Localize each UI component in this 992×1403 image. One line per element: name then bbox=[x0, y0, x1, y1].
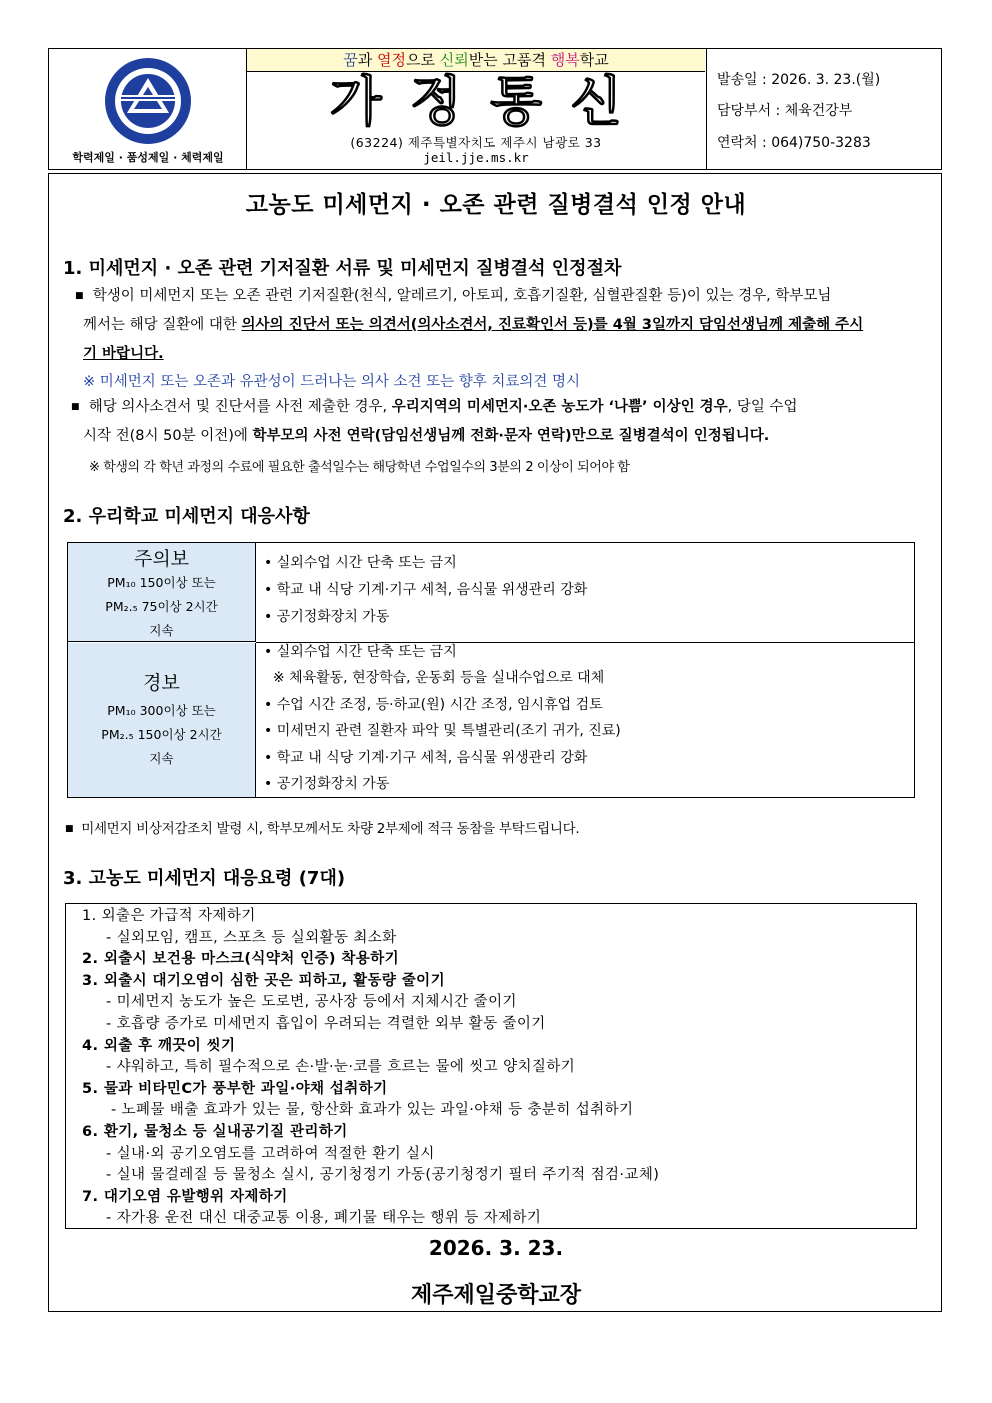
condition-emphasis: 학부모의 사전 연락(담임선생님께 전화·문자 연락)만으로 질병결석이 인정됩니다. bbox=[252, 428, 770, 444]
rule-detail: - 호흡량 증가로 미세먼지 흡입이 우려되는 격렬한 외부 활동 줄이기 bbox=[106, 1016, 546, 1032]
level-criteria: 지속 bbox=[149, 751, 174, 766]
section1-note1: ※ 미세먼지 또는 오존과 유관성이 드러나는 의사 소견 또는 향후 치료의견 명시 bbox=[83, 374, 581, 390]
warning-action: ※ 체육활동, 현장학습, 운동회 등을 실내수업으로 대체 bbox=[264, 670, 605, 686]
bullet-text: 께서는 해당 질환에 대한 bbox=[83, 317, 242, 333]
seven-rules-box bbox=[65, 903, 917, 1229]
slogan-segment: 과 bbox=[357, 51, 378, 69]
section1-bullet1-line1 bbox=[75, 282, 831, 310]
rule-detail: - 자가용 운전 대신 대중교통 이용, 폐기물 태우는 행위 등 자제하기 bbox=[106, 1210, 542, 1227]
bullet-square-icon: ■ bbox=[75, 291, 84, 301]
section1-bullet1-line3 bbox=[83, 340, 164, 368]
bullet-text: , 당일 수업 bbox=[727, 399, 798, 415]
rule-item: 5. 물과 비타민C가 풍부한 과일·야채 섭취하기 bbox=[82, 1080, 388, 1097]
bullet-square-icon: ■ bbox=[65, 824, 74, 834]
section1-heading: 1. 미세먼지 · 오존 관련 기저질환 서류 및 미세먼지 질병결석 인정절차 bbox=[63, 258, 622, 279]
dust-response-table bbox=[67, 542, 915, 798]
rule-detail: - 실내·외 공기오염도를 고려하여 적절한 환기 실시 bbox=[106, 1145, 435, 1162]
bullet-text: 해당 의사소견서 및 진단서를 사전 제출한 경우, bbox=[88, 399, 392, 415]
slogan-segment: 받는 고품격 bbox=[468, 51, 551, 69]
rule-detail: - 미세먼지 농도가 높은 도로변, 공사장 등에서 지체시간 줄이기 bbox=[106, 994, 517, 1011]
advisory-action: • 학교 내 식당 기계·기구 세척, 음식물 위생관리 강화 bbox=[264, 582, 588, 598]
newsletter-title: 가정통신 bbox=[329, 70, 651, 133]
deadline-emphasis: 기 바랍니다. bbox=[83, 346, 164, 362]
rule-item: 6. 환기, 물청소 등 실내공기질 관리하기 bbox=[82, 1124, 348, 1140]
bullet-square-icon: ■ bbox=[71, 402, 80, 412]
slogan-segment: 으로 bbox=[406, 51, 440, 69]
title-cell bbox=[247, 49, 707, 169]
section1-bullet1-line2 bbox=[83, 311, 863, 339]
bullet-text: 학생이 미세먼지 또는 오존 관련 기저질환(천식, 알레르기, 아토피, 호흡기질환, 심혈관질환 등)이 있는 경우, 학부모님 bbox=[92, 288, 832, 304]
level-criteria: PM₂.₅ 75이상 2시간 bbox=[105, 599, 218, 614]
rule-item: 7. 대기오염 유발행위 자제하기 bbox=[82, 1188, 288, 1205]
level-criteria: PM₂.₅ 150이상 2시간 bbox=[101, 727, 222, 742]
condition-emphasis: 우리지역의 미세먼지·오존 농도가 ‘나쁨’ 이상인 경우 bbox=[391, 399, 728, 415]
level-warning-cell bbox=[68, 643, 256, 797]
advisory-action: • 실외수업 시간 단축 또는 금지 bbox=[264, 555, 457, 571]
contact: 연락처 : 064)750-3283 bbox=[717, 135, 871, 151]
school-logo-emblem bbox=[99, 55, 197, 147]
issue-info bbox=[707, 49, 941, 169]
notice-title: 고농도 미세먼지 · 오존 관련 질병결석 인정 안내 bbox=[245, 192, 747, 218]
school-principal: 제주제일중학교장 bbox=[410, 1283, 582, 1308]
level-criteria: PM₁₀ 300이상 또는 bbox=[107, 703, 216, 718]
rule-item: 1. 외출은 가급적 자제하기 bbox=[82, 908, 256, 924]
section3-heading: 3. 고농도 미세먼지 대응요령 (7대) bbox=[63, 868, 346, 889]
department: 담당부서 : 체육건강부 bbox=[717, 103, 853, 119]
school-website: jeil.jje.ms.kr bbox=[423, 150, 529, 165]
bullet-text: 시작 전(8시 50분 이전)에 bbox=[83, 428, 253, 444]
section1-note2: ※ 학생의 각 학년 과정의 수료에 필요한 출석일수는 해당학년 수업일수의 3분의 2 이상이 되어야 함 bbox=[89, 460, 630, 475]
issue-date: 발송일 : 2026. 3. 23.(월) bbox=[717, 72, 881, 88]
rule-item: 4. 외출 후 깨끗이 씻기 bbox=[82, 1037, 236, 1054]
warning-action: • 수업 시간 조정, 등·하교(원) 시간 조정, 임시휴업 검토 bbox=[264, 697, 603, 713]
advisory-action: • 공기정화장치 가동 bbox=[264, 609, 390, 625]
level-name: 경보 bbox=[143, 672, 180, 694]
slogan-segment: 꿈 bbox=[343, 51, 358, 69]
warning-action: • 실외수업 시간 단축 또는 금지 bbox=[264, 644, 457, 660]
level-criteria: PM₁₀ 150이상 또는 bbox=[107, 575, 216, 590]
deadline-emphasis: 의사의 진단서 또는 의견서(의사소견서, 진료확인서 등)를 4월 3일까지 담임선생님께 제출해 주시 bbox=[241, 317, 864, 333]
rule-item: 3. 외출시 대기오염이 심한 곳은 피하고, 활동량 줄이기 bbox=[82, 972, 445, 989]
level-name: 주의보 bbox=[133, 548, 190, 570]
logo-caption: 학력제일 · 품성제일 · 체력제일 bbox=[72, 151, 224, 164]
rule-detail: - 노폐물 배출 효과가 있는 물, 항산화 효과가 있는 과일·야채 등 충분히 섭취하기 bbox=[106, 1102, 634, 1119]
school-address: (63224) 제주특별자치도 제주시 남광로 33 bbox=[350, 135, 602, 150]
rule-detail: - 실외모임, 캠프, 스포츠 등 실외활동 최소화 bbox=[106, 929, 397, 946]
notice-date: 2026. 3. 23. bbox=[428, 1236, 564, 1260]
footnote-text: 미세먼지 비상저감조치 발령 시, 학부모께서도 차량 2부제에 적극 동참을 부탁드립니다. bbox=[81, 821, 580, 837]
level-advisory-cell bbox=[68, 543, 256, 642]
level-criteria: 지속 bbox=[149, 623, 174, 638]
rule-detail: - 실내 물걸레질 등 물청소 실시, 공기청정기 가동(공기청정기 필터 주기적 점검·교체) bbox=[106, 1167, 660, 1184]
section2-footnote bbox=[65, 817, 579, 837]
slogan-segment: 열정 bbox=[377, 51, 407, 69]
slogan-segment: 신뢰 bbox=[439, 51, 469, 69]
rule-detail: - 샤워하고, 특히 필수적으로 손·발·눈·코를 흐르는 물에 씻고 양치질하기 bbox=[106, 1059, 576, 1076]
section1-bullet2-line2 bbox=[83, 422, 769, 450]
notice-body bbox=[48, 173, 942, 1312]
rule-item: 2. 외출시 보건용 마스크(식약처 인증) 착용하기 bbox=[82, 951, 400, 968]
slogan-segment: 행복 bbox=[550, 51, 580, 69]
section1-bullet2-line1 bbox=[71, 393, 798, 421]
warning-action: • 공기정화장치 가동 bbox=[264, 776, 390, 792]
logo-cell bbox=[49, 49, 247, 169]
letterhead bbox=[48, 48, 942, 170]
warning-action: • 미세먼지 관련 질환자 파악 및 특별관리(조기 귀가, 진료) bbox=[264, 723, 621, 739]
section2-heading: 2. 우리학교 미세먼지 대응사항 bbox=[63, 506, 310, 527]
warning-action: • 학교 내 식당 기계·기구 세척, 음식물 위생관리 강화 bbox=[264, 750, 588, 766]
slogan-segment: 학교 bbox=[579, 51, 609, 69]
